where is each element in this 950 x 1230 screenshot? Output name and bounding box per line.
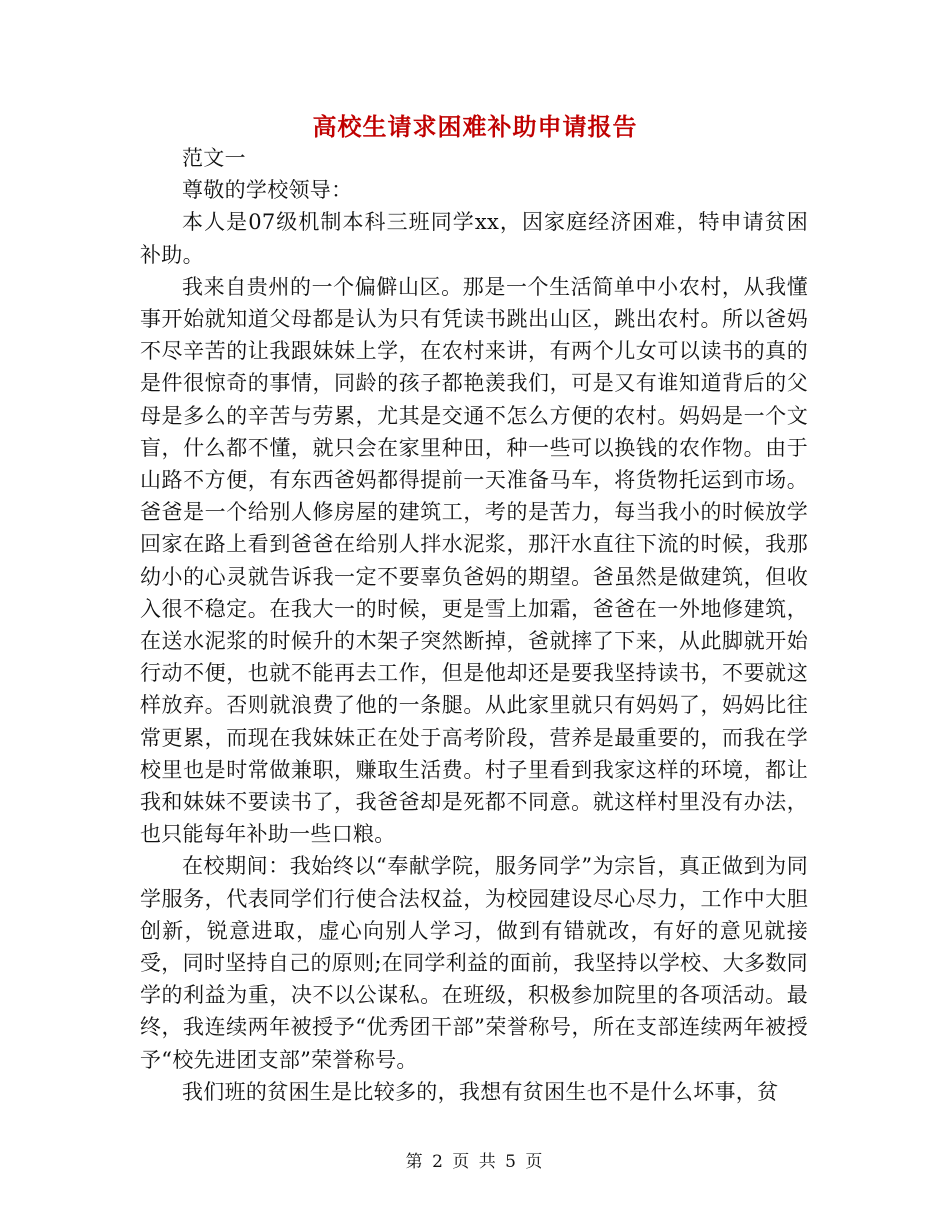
paragraph-sample-label: 范文一 xyxy=(182,146,246,170)
paragraph-campus-activity: 在校期间：我始终以“奉献学院，服务同学”为宗旨，真正做到为同学服务，代表同学们行使合法权益，为校园建设尽心尽力，工作中大胆创新，锐意进取，虚心向别人学习，做到有错就改，有好的意见就接受，同时坚持自己的原则;在同学利益的面前，我坚持以学校、大多数同学的利益为重，决不以公谋私。在班级，积极参加院里的各项活动。最终，我连续两年被授予“优秀团干部”荣誉称号，所在支部连续两年被授予“校先进团支部”荣誉称号。 xyxy=(140,854,808,1072)
paragraph-intro: 本人是07级机制本科三班同学xx，因家庭经济困难，特申请贫困补助。 xyxy=(140,210,808,267)
paragraph-family-background: 我来自贵州的一个偏僻山区。那是一个生活简单中小农村，从我懂事开始就知道父母都是认为只有凭读书跳出山区，跳出农村。所以爸妈不尽辛苦的让我跟妹妹上学，在农村来讲，有两个儿女可以读书的真的是件很惊奇的事情，同龄的孩子都艳羡我们，可是又有谁知道背后的父母是多么的辛苦与劳累，尤其是交通不怎么方便的农村。妈妈是一个文盲，什么都不懂，就只会在家里种田，种一些可以换钱的农作物。由于山路不方便，有东西爸妈都得提前一天准备马车，将货物托运到市场。爸爸是一个给别人修房屋的建筑工，考的是苦力，每当我小的时候放学回家在路上看到爸爸在给别人拌水泥浆，那汗水直往下流的时候，我那幼小的心灵就告诉我一定不要辜负爸妈的期望。爸虽然是做建筑，但收入很不稳定。在我大一的时候，更是雪上加霜，爸爸在一外地修建筑，在送水泥浆的时候升的木架子突然断掉，爸就摔了下来，从此脚就开始行动不便，也就不能再去工作，但是他却还是要我坚持读书，不要就这样放弃。否则就浪费了他的一条腿。从此家里就只有妈妈了，妈妈比往常更累，而现在我妹妹正在处于高考阶段，营养是最重要的，而我在学校里也是时常做兼职，赚取生活费。村子里看到我家这样的环境，都让我和妹妹不要读书了，我爸爸却是死都不同意。就这样村里没有办法，也只能每年补助一些口粮。 xyxy=(140,274,808,847)
paragraph-salutation: 尊敬的学校领导： xyxy=(182,178,353,203)
page-number-footer: 第 2 页 共 5 页 xyxy=(405,1152,545,1172)
document-body xyxy=(140,142,808,1108)
paragraph-class-situation: 我们班的贫困生是比较多的，我想有贫困生也不是什么坏事，贫 xyxy=(182,1079,779,1104)
document-title: 高校生请求困难补助申请报告 xyxy=(312,112,638,141)
